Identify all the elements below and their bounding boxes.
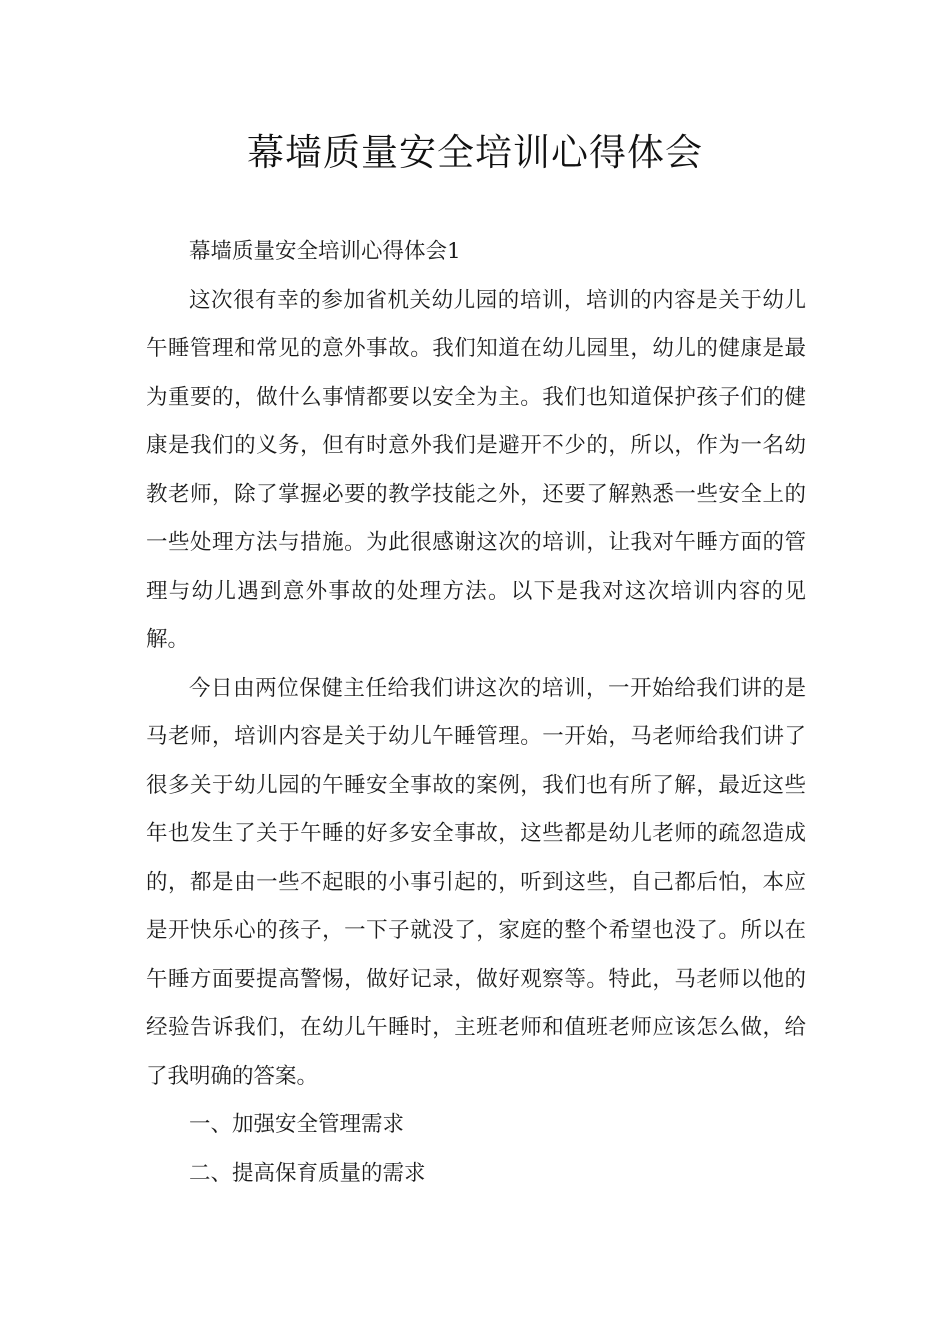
- paragraph-subtitle: 幕墙质量安全培训心得体会1: [189, 239, 461, 264]
- document-body: [146, 228, 806, 1198]
- page-title: 幕墙质量安全培训心得体会: [247, 131, 703, 174]
- list-item-safety-management: 一、加强安全管理需求: [189, 1112, 405, 1137]
- paragraph-intro: 这次很有幸的参加省机关幼儿园的培训，培训的内容是关于幼儿午睡管理和常见的意外事故。我们知道在幼儿园里，幼儿的健康是最为重要的，做什么事情都要以安全为主。我们也知道保护孩子们的健康是我们的义务，但有时意外我们是避开不少的，所以，作为一名幼教老师，除了掌握必要的教学技能之外，还要了解熟悉一些安全上的一些处理方法与措施。为此很感谢这次的培训，让我对午睡方面的管理与幼儿遇到意外事故的处理方法。以下是我对这次培训内容的见解。: [146, 287, 806, 652]
- list-item-care-quality: 二、提高保育质量的需求: [189, 1160, 426, 1186]
- paragraph-training: 今日由两位保健主任给我们讲这次的培训，一开始给我们讲的是马老师，培训内容是关于幼儿午睡管理。一开始，马老师给我们讲了很多关于幼儿园的午睡安全事故的案例，我们也有所了解，最近这些年也发生了关于午睡的好多安全事故，这些都是幼儿老师的疏忽造成的，都是由一些不起眼的小事引起的，听到这些，自己都后怕，本应是开快乐心的孩子，一下子就没了，家庭的整个希望也没了。所以在午睡方面要提高警惕，做好记录，做好观察等。特此，马老师以他的经验告诉我们，在幼儿午睡时，主班老师和值班老师应该怎么做，给了我明确的答案。: [146, 675, 806, 1089]
